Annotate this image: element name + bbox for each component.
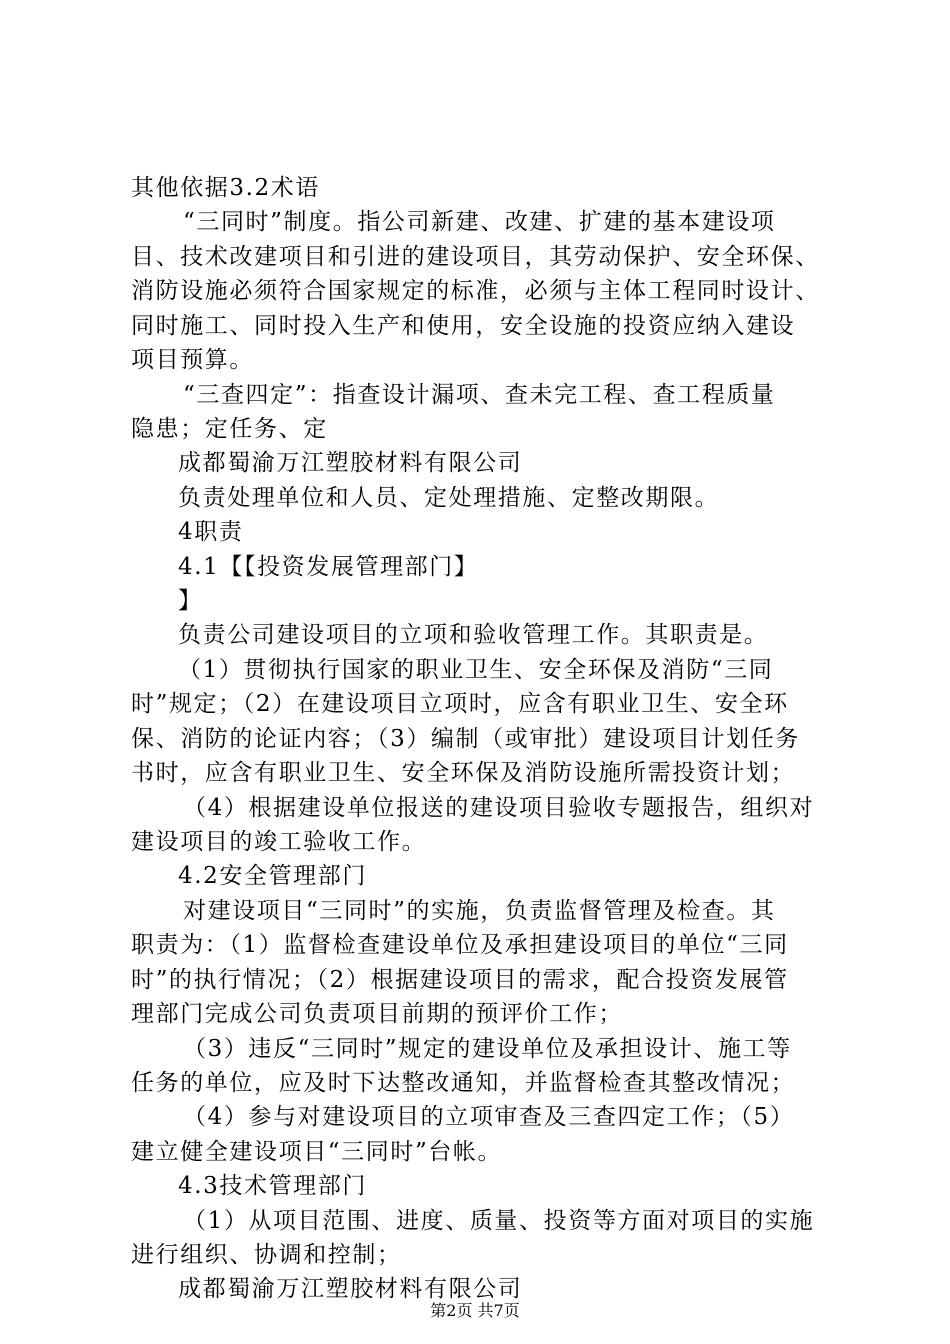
text-line: 职责为：（1）监督检查建设单位及承担建设项目的单位“三同 [131, 932, 789, 958]
text-line: 理部门完成公司负责项目前期的预评价工作； [131, 1001, 623, 1027]
text-line: “三查四定”：指查设计漏项、查未完工程、查工程质量 [183, 382, 776, 408]
text-line: （1）贯彻执行国家的职业卫生、安全环保及消防“三同 [178, 657, 774, 683]
text-line: 建设项目的竣工验收工作。 [131, 829, 427, 855]
text-line: 书时，应含有职业卫生、安全环保及消防设施所需投资计划； [131, 760, 796, 786]
text-line: 对建设项目“三同时”的实施，负责监督管理及检查。其 [183, 898, 776, 924]
text-line: 项目预算。 [131, 347, 254, 373]
text-line: 其他依据3.2术语 [131, 175, 320, 201]
text-line: 任务的单位，应及时下达整改通知，并监督检查其整改情况； [131, 1070, 796, 1096]
text-line: 进行组织、协调和控制； [131, 1242, 402, 1268]
text-line: 建立健全建设项目“三同时”台帐。 [131, 1139, 503, 1165]
text-line: 成都蜀渝万江塑胶材料有限公司 [178, 1276, 523, 1302]
text-line: 负责公司建设项目的立项和验收管理工作。其职责是。 [178, 622, 769, 648]
text-line: （4）参与对建设项目的立项审查及三查四定工作；（5） [183, 1104, 795, 1130]
page-number-footer: 第2页 共7页 [430, 1301, 520, 1320]
text-line: （1）从项目范围、进度、质量、投资等方面对项目的实施 [183, 1208, 815, 1234]
section-heading: 4职责 [178, 519, 244, 545]
text-line: 】 [178, 588, 203, 614]
text-line: （4）根据建设单位报送的建设项目验收专题报告，组织对 [183, 795, 815, 821]
text-line: 隐患；定任务、定 [131, 416, 328, 442]
text-line: 消防设施必须符合国家规定的标准，必须与主体工程同时设计、 [131, 278, 820, 304]
text-line: 成都蜀渝万江塑胶材料有限公司 [178, 450, 523, 476]
section-heading: 4.2安全管理部门 [178, 863, 367, 889]
text-line: “三同时”制度。指公司新建、改建、扩建的基本建设项 [183, 209, 776, 235]
section-heading: 4.1【【投资发展管理部门】 [178, 554, 479, 580]
text-line: 负责处理单位和人员、定处理措施、定整改期限。 [178, 485, 720, 511]
text-line: 时”的执行情况；（2）根据建设项目的需求，配合投资发展管 [131, 967, 789, 993]
text-line: （3）违反“三同时”规定的建设单位及承担设计、施工等 [183, 1036, 792, 1062]
section-heading: 4.3技术管理部门 [178, 1173, 367, 1199]
text-line: 同时施工、同时投入生产和使用，安全设施的投资应纳入建设 [131, 313, 796, 339]
text-line: 时”规定；（2）在建设项目立项时，应含有职业卫生、安全环 [131, 691, 789, 717]
text-line: 目、技术改建项目和引进的建设项目，其劳动保护、安全环保、 [131, 244, 820, 270]
text-line: 保、消防的论证内容；（3）编制（或审批）建设项目计划任务 [131, 726, 800, 752]
